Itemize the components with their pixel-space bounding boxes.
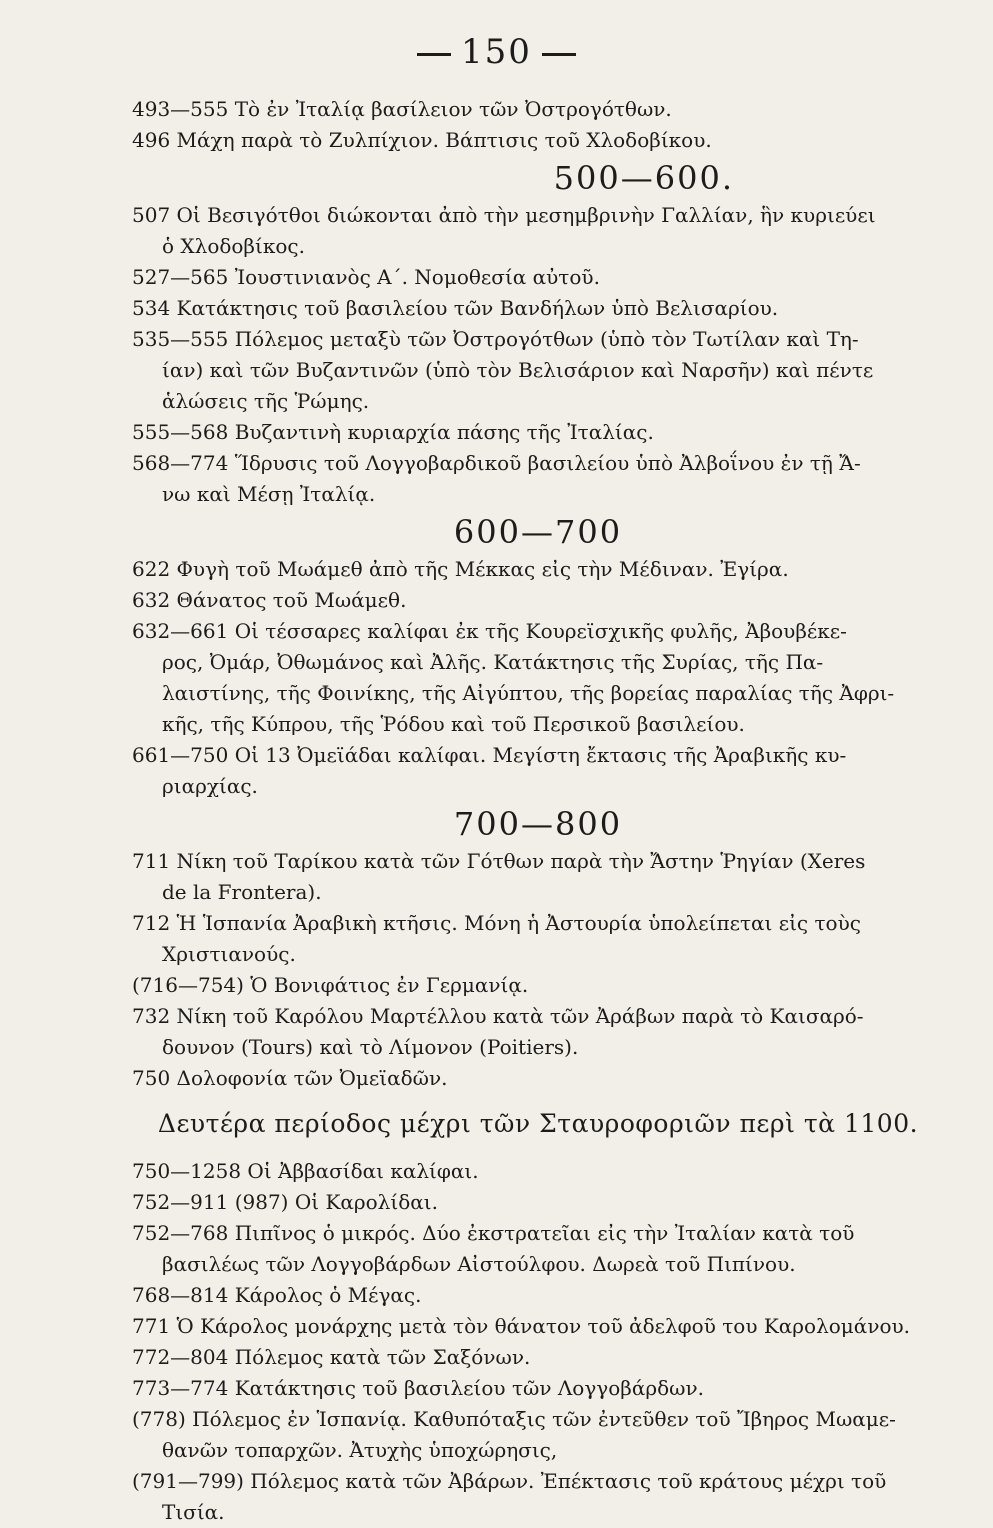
entry: 772—804 Πόλεμος κατὰ τῶν Σαξόνων. (132, 1345, 531, 1369)
dash-left (417, 53, 451, 56)
section-heading-700: 700—800 (453, 805, 623, 843)
section-heading-500: 500—600. (553, 159, 734, 197)
dash-right (542, 53, 576, 56)
entry: 750 Δολοφονία τῶν Ὀμεϊαδῶν. (132, 1066, 448, 1090)
entry: (778) Πόλεμος ἐν Ἱσπανίᾳ. Καθυπόταξις τῶν ἐντεῦθεν τοῦ Ἴβηρος Μωαμε- θανῶν τοπαρχῶν. Ἀτυχὴς ὑποχώρησις, (132, 1407, 896, 1462)
main-text (132, 94, 944, 1528)
period-heading: Δευτέρα περίοδος μέχρι τῶν Σταυροφοριῶν περὶ τὰ 1100. (157, 1109, 919, 1138)
entry: 771 Ὁ Κάρολος μονάρχης μετὰ τὸν θάνατον τοῦ ἀδελφοῦ του Καρολομάνου. (132, 1314, 911, 1338)
entry: 568—774 Ἵδρυσις τοῦ Λογγοβαρδικοῦ βασιλείου ὑπὸ Ἀλβοΐνου ἐν τῇ Ἄ- νω καὶ Μέσῃ Ἰταλίᾳ. (132, 451, 861, 506)
entry: 493—555 Τὸ ἐν Ἰταλίᾳ βασίλειον τῶν Ὀστρογότθων. (132, 97, 672, 121)
entry: (716—754) Ὁ Βονιφάτιος ἐν Γερμανίᾳ. (132, 973, 529, 997)
entry: 732 Νίκη τοῦ Καρόλου Μαρτέλλου κατὰ τῶν Ἀράβων παρὰ τὸ Καισαρό- δουνον (Tours) καὶ τὸ Λίμονον (Poitiers). (132, 1004, 864, 1059)
entry: 622 Φυγὴ τοῦ Μωάμεθ ἀπὸ τῆς Μέκκας εἰς τὴν Μέδιναν. Ἐγίρα. (132, 557, 789, 581)
entry: 632 Θάνατος τοῦ Μωάμεθ. (132, 588, 407, 612)
entry: 768—814 Κάρολος ὁ Μέγας. (132, 1283, 422, 1307)
entry: 555—568 Βυζαντινὴ κυριαρχία πάσης τῆς Ἰταλίας. (132, 420, 654, 444)
entry: 752—911 (987) Οἱ Καρολίδαι. (132, 1190, 438, 1214)
entry: (791—799) Πόλεμος κατὰ τῶν Ἀβάρων. Ἐπέκτασις τοῦ κράτους μέχρι τοῦ Τισία. (132, 1469, 887, 1524)
entry: 535—555 Πόλεμος μεταξὺ τῶν Ὀστρογότθων (ὑπὸ τὸν Τωτίλαν καὶ Τη- ίαν) καὶ τῶν Βυζαντινῶν (ὑπὸ τὸν Βελισάριον καὶ Ναρσῆν) καὶ πέντε ἁλώσεις τῆς Ῥώμης. (132, 327, 874, 413)
entry: 632—661 Οἱ τέσσαρες καλίφαι ἐκ τῆς Κουρεϊσχικῆς φυλῆς, Ἀβουβέκε- ρος, Ὀμάρ, Ὀθωμάνος καὶ Ἀλῆς. Κατάκτησις τῆς Συρίας, τῆς Πα- λαιστίνης, τῆς Φοινίκης, τῆς Αἰγύπτου, τῆς βορείας παραλίας τῆς Ἀφρι- κῆς, τῆς Κύπρου, τῆς Ῥόδου καὶ τοῦ Περσικοῦ βασιλείου. (132, 619, 895, 736)
entry: 496 Μάχη παρὰ τὸ Ζυλπίχιον. Βάπτισις τοῦ Χλοδοβίκου. (132, 128, 712, 152)
entry: 773—774 Κατάκτησις τοῦ βασιλείου τῶν Λογγοβάρδων. (132, 1376, 704, 1400)
entry: 712 Ἡ Ἱσπανία Ἀραβικὴ κτῆσις. Μόνη ἡ Ἀστουρία ὑπολείπεται εἰς τοὺς Χριστιανούς. (132, 911, 861, 966)
section-heading-600: 600—700 (453, 513, 623, 551)
entry: 661—750 Οἱ 13 Ὀμεϊάδαι καλίφαι. Μεγίστη ἔκτασις τῆς Ἀραβικῆς κυ- ριαρχίας. (132, 743, 847, 798)
entry: 752—768 Πιπῖνος ὁ μικρός. Δύο ἐκστρατεῖαι εἰς τὴν Ἰταλίαν κατὰ τοῦ βασιλέως τῶν Λογγοβάρδων Αἰστούλφου. Δωρεὰ τοῦ Πιπίνου. (132, 1221, 855, 1276)
entry: 711 Νίκη τοῦ Ταρίκου κατὰ τῶν Γότθων παρὰ τὴν Ἄστην Ῥηγίαν (Xeres de la Frontera). (132, 849, 866, 904)
entry: 507 Οἱ Βεσιγότθοι διώκονται ἀπὸ τὴν μεσημβρινὴν Γαλλίαν, ἣν κυριεύει ὁ Χλοδοβίκος. (132, 203, 876, 258)
entry: 750—1258 Οἱ Ἀββασίδαι καλίφαι. (132, 1159, 479, 1183)
page-number: 150 (0, 32, 993, 72)
entry: 534 Κατάκτησις τοῦ βασιλείου τῶν Βανδήλων ὑπὸ Βελισαρίου. (132, 296, 779, 320)
entry: 527—565 Ἰουστινιανὸς Α΄. Νομοθεσία αὐτοῦ. (132, 265, 600, 289)
